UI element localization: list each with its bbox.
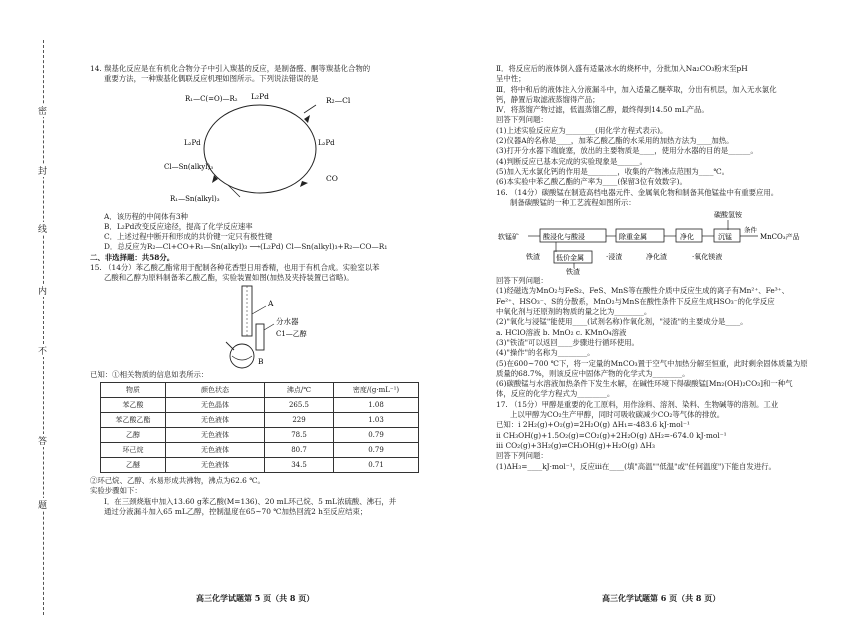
q17-line: 17. （15分）甲醇是重要的化工原料，用作涂料、溶剂、染料、生物碱等的溶剂。工业 bbox=[496, 399, 779, 409]
apparatus-svg bbox=[90, 284, 430, 370]
step-1: Ⅰ．在三颈烧瓶中加入13.60 g苯乙酸(M=136)、20 mL环己烷、5 mL浓硫酸、沸石，并 bbox=[104, 496, 397, 506]
flow-svg bbox=[496, 208, 841, 276]
flow-sub-3: ·浸渣 bbox=[606, 253, 623, 262]
q15-answer-intro: 回答下列问题： bbox=[496, 115, 548, 125]
q16-process-flow bbox=[496, 208, 841, 276]
table-cell: 1.08 bbox=[334, 397, 419, 412]
q15-subquestion: (1)上述实验反应应为________(用化学方程式表示)。 bbox=[496, 125, 668, 135]
q15-stem: 乙酸和乙醇为原料制备苯乙酸乙酯，实验装置如图(加热及夹持装置已省略)。 bbox=[104, 273, 354, 283]
table-header: 颜色状态 bbox=[166, 382, 265, 397]
label-a: A bbox=[268, 298, 274, 308]
table-cell: 78.5 bbox=[265, 427, 334, 442]
seal-char: 内 bbox=[38, 284, 47, 297]
table-cell: 无色液体 bbox=[166, 442, 265, 457]
label-b: B bbox=[258, 356, 264, 366]
q16-stem: 16. （14分）碳酸锰在制造高档电器元件、金属氧化物和制备其他锰盐中有重要应用。 bbox=[496, 187, 779, 197]
properties-table bbox=[100, 382, 419, 473]
flow-step-3: 净化 bbox=[680, 233, 694, 242]
seal-char: 封 bbox=[38, 164, 47, 177]
q15-step: 钙，静置后取滤液蒸馏得产品； bbox=[496, 94, 600, 104]
table-header-row bbox=[101, 382, 419, 397]
section-heading: 二、非选择题：共58分。 bbox=[90, 252, 175, 262]
page-footer-left: 高三化学试题第 5 页（共 8 页） bbox=[196, 593, 315, 603]
table-cell: 苯乙酸乙酯 bbox=[101, 412, 166, 427]
q16-line: (3)"铁渣"可以返回____步骤进行循环使用。 bbox=[496, 337, 639, 347]
cycle-r1sn: R₁—Sn(alkyl)₃ bbox=[170, 194, 220, 203]
table-cell: 0.71 bbox=[334, 457, 419, 472]
table-cell: 无色晶体 bbox=[166, 397, 265, 412]
flow-condition: 条件 bbox=[744, 226, 757, 235]
flow-product: MnCO₃产品 bbox=[760, 233, 800, 242]
q14-stem: 14. 羰基化反应是在有机化合物分子中引入羰基的反应，是制备醛、酮等羰基化合物的 bbox=[90, 64, 371, 73]
table-row bbox=[101, 412, 419, 427]
seal-char: 题 bbox=[38, 498, 47, 511]
table-row bbox=[101, 457, 419, 472]
q15-step: Ⅲ．将中和后的液体注入分液漏斗中，加入适量乙醚萃取，分出有机层，加入无水氯化 bbox=[496, 84, 777, 94]
q17-line: 回答下列问题： bbox=[496, 451, 548, 461]
seal-char: 答 bbox=[38, 434, 47, 447]
azeotrope-note: ②环己烷、乙醇、水易形成共沸物，沸点为62.6 ℃。 bbox=[90, 475, 265, 485]
q16-line: a. HClO溶液 b. MnO₂ c. KMnO₄溶液 bbox=[496, 327, 627, 337]
q14-option-b: B．L₂Pd改变反应途径，提高了化学反应速率 bbox=[104, 221, 253, 231]
table-cell: 0.79 bbox=[334, 442, 419, 457]
cycle-pd-left: L₂Pd bbox=[184, 138, 201, 147]
page-5-content bbox=[90, 64, 430, 517]
cycle-clsn: Cl—Sn(alkyl)₃ bbox=[164, 162, 214, 171]
q15-subquestion: (3)打开分水器下端旋塞，放出的主要物质是____，使用分水器的目的是______。 bbox=[496, 146, 758, 156]
q15-step: Ⅳ．将蒸馏产物过滤，低温蒸馏乙醇，最终得到14.50 mL产品。 bbox=[496, 105, 709, 115]
table-cell: 环己烷 bbox=[101, 442, 166, 457]
table-intro: 已知：①相关物质的信息如表所示： bbox=[90, 369, 209, 379]
table-cell: 80.7 bbox=[265, 442, 334, 457]
label-water-separator: 分水器 bbox=[276, 316, 299, 326]
page-6-content bbox=[496, 64, 841, 472]
page-footer-right: 高三化学试题第 6 页（共 8 页） bbox=[602, 593, 721, 603]
table-cell: 乙醇 bbox=[101, 427, 166, 442]
cycle-ketone: R₁—C(=O)—R₂ bbox=[185, 94, 238, 103]
table-cell: 1.03 bbox=[334, 412, 419, 427]
flow-sub-5: ·氧化镁液 bbox=[692, 253, 723, 262]
table-cell: 265.5 bbox=[265, 397, 334, 412]
q15-stem: 15. （14分）苯乙酸乙酯常用于配制各种花香型日用香精，也用于有机合成。实验室以苯 bbox=[90, 263, 380, 273]
flow-step-4: 沉锰 bbox=[718, 233, 732, 242]
flow-sub-4: 净化渣 bbox=[646, 253, 667, 262]
flow-sub-2: 低价金属 bbox=[556, 254, 584, 263]
steps-title: 实验步骤如下： bbox=[90, 486, 142, 496]
table-cell: 无色液体 bbox=[166, 427, 265, 442]
table-row bbox=[101, 427, 419, 442]
seal-char: 线 bbox=[38, 222, 47, 235]
seal-dashed-line bbox=[43, 40, 44, 615]
q15-step: 呈中性； bbox=[496, 74, 526, 84]
step-1: 通过分液漏斗加入65 mL乙醇，控制温度在65~70 ℃加热回流2 h至反应结束； bbox=[104, 506, 368, 516]
table-row bbox=[101, 397, 419, 412]
q14-option-d: D．总反应为R₂—Cl+CO+R₁—Sn(alkyl)₃ ⟶(L₂Pd) Cl—Sn(alkyl)₃+R₂—CO—R₁ bbox=[104, 242, 388, 252]
binding-margin bbox=[0, 0, 48, 627]
q16-line: 回答下列问题： bbox=[496, 276, 548, 286]
seal-char: 不 bbox=[38, 344, 47, 357]
seal-char: 密 bbox=[38, 104, 47, 117]
q15-subquestion: (5)加入无水氯化钙的作用是________，收集的产物沸点范围为____℃。 bbox=[496, 166, 730, 176]
table-cell: 乙醚 bbox=[101, 457, 166, 472]
q16-line: (6)碳酸锰与水溶液加热条件下发生水解，在碱性环境下得碳酸锰[Mn₂(OH)₂CO₃]和一种气 bbox=[496, 379, 793, 389]
q16-line: (4)"操作"的名称为________。 bbox=[496, 348, 595, 358]
cycle-center-top: L₂Pd bbox=[251, 91, 269, 101]
label-mixture: C1—乙醇 bbox=[276, 329, 307, 338]
q16-line: (5)在600~700 ℃下，将一定量的MnCO₃置于空气中加热分解至恒重，此时剩余固体质量为原 bbox=[496, 358, 808, 368]
table-header: 密度/(g·mL⁻¹) bbox=[334, 382, 419, 397]
q16-stem: 制备碳酸锰的一种工艺流程如图所示： bbox=[510, 197, 636, 207]
q17-line: 已知：ⅰ 2H₂(g)+O₂(g)=2H₂O(g) ΔH₁=-483.6 kJ·mol⁻¹ bbox=[496, 420, 690, 430]
catalytic-cycle-svg bbox=[90, 85, 430, 212]
cycle-r2cl: R₂—Cl bbox=[326, 95, 351, 105]
q16-line: 质量的68.7%，则该反应中固体产物的化学式为________。 bbox=[496, 368, 690, 378]
q16-line: Fe²⁺、HSO₃⁻、S的分散系，MnO₂与MnS在酸性条件下反应生成HSO₃⁻的化学反应 bbox=[496, 296, 775, 306]
flow-raw: 软锰矿 bbox=[498, 233, 519, 242]
cycle-co: CO bbox=[326, 173, 338, 183]
flow-top-label: 碳酸氢铵 bbox=[714, 211, 742, 220]
table-cell: 无色液体 bbox=[166, 412, 265, 427]
table-cell: 苯乙酸 bbox=[101, 397, 166, 412]
flow-step-2: 除重金属 bbox=[619, 233, 647, 242]
table-cell: 无色液体 bbox=[166, 457, 265, 472]
flow-step-1: 酸浸化与酸浸 bbox=[543, 233, 585, 242]
q14-catalytic-cycle bbox=[90, 85, 430, 212]
q15-step: Ⅱ．将反应后的液体倒入盛有适量冰水的烧杯中，分批加入Na₂CO₃粉末至pH bbox=[496, 64, 748, 73]
table-row bbox=[101, 442, 419, 457]
table-cell: 34.5 bbox=[265, 457, 334, 472]
q17-line: ⅲ CO₂(g)+3H₂(g)⇌CH₃OH(g)+H₂O(g) ΔH₃ bbox=[496, 440, 655, 450]
q15-subquestion: (4)判断反应已基本完成的实验现象是______。 bbox=[496, 156, 647, 166]
q15-subquestion: (2)仪器A的名称是____，加苯乙酸乙酯的水采用的加热方法为____加热。 bbox=[496, 136, 734, 146]
q16-line: (2)"氧化与浸锰"能使用____(试剂名称)作氧化剂，"浸渣"的主要成分是____。 bbox=[496, 317, 748, 327]
table-header: 物质 bbox=[101, 382, 166, 397]
q14-option-c: C．上述过程中断开和形成的共价键一定只有极性键 bbox=[104, 232, 273, 242]
q15-subquestion: (6)本实验中苯乙酸乙酯的产率为____(保留3位有效数字)。 bbox=[496, 177, 687, 187]
q17-line: 上以甲醇为CO₂生产甲醇，同时可吸收碳减少CO₂等气体的排放。 bbox=[510, 410, 725, 420]
q15-apparatus bbox=[90, 284, 430, 370]
q16-line: 体，反应的化学方程式为________。 bbox=[496, 389, 615, 399]
table-cell: 0.79 bbox=[334, 427, 419, 442]
q16-line: 中氧化剂与还原剂的物质的量之比为________。 bbox=[496, 307, 652, 317]
table-cell: 229 bbox=[265, 412, 334, 427]
flow-sub-1: 铁渣 bbox=[526, 253, 540, 262]
q17-line: ⅱ CH₃OH(g)+1.5O₂(g)=CO₂(g)+2H₂O(g) ΔH₂=-674.0 kJ·mol⁻¹ bbox=[496, 430, 727, 440]
q14-option-a: A．该历程的中间体有3种 bbox=[104, 211, 188, 221]
q17-line: (1)ΔH₃=____kJ·mol⁻¹，反应ⅲ在____(填"高温""低温"或"任何温度")下能自发进行。 bbox=[496, 461, 776, 471]
flow-bottom: 铁渣 bbox=[566, 268, 580, 277]
q16-line: (1)经磁选为MnO₂与FeS₂、FeS、MnS等在酸性介质中反应生成的离子有Mn²⁺、Fe³⁺、 bbox=[496, 286, 790, 296]
table-header: 沸点/℃ bbox=[265, 382, 334, 397]
cycle-pd-right: L₂Pd bbox=[318, 138, 335, 147]
q14-stem: 重要方法，一种羰基化偶联反应机理如图所示。下列说法错误的是 bbox=[104, 74, 319, 84]
